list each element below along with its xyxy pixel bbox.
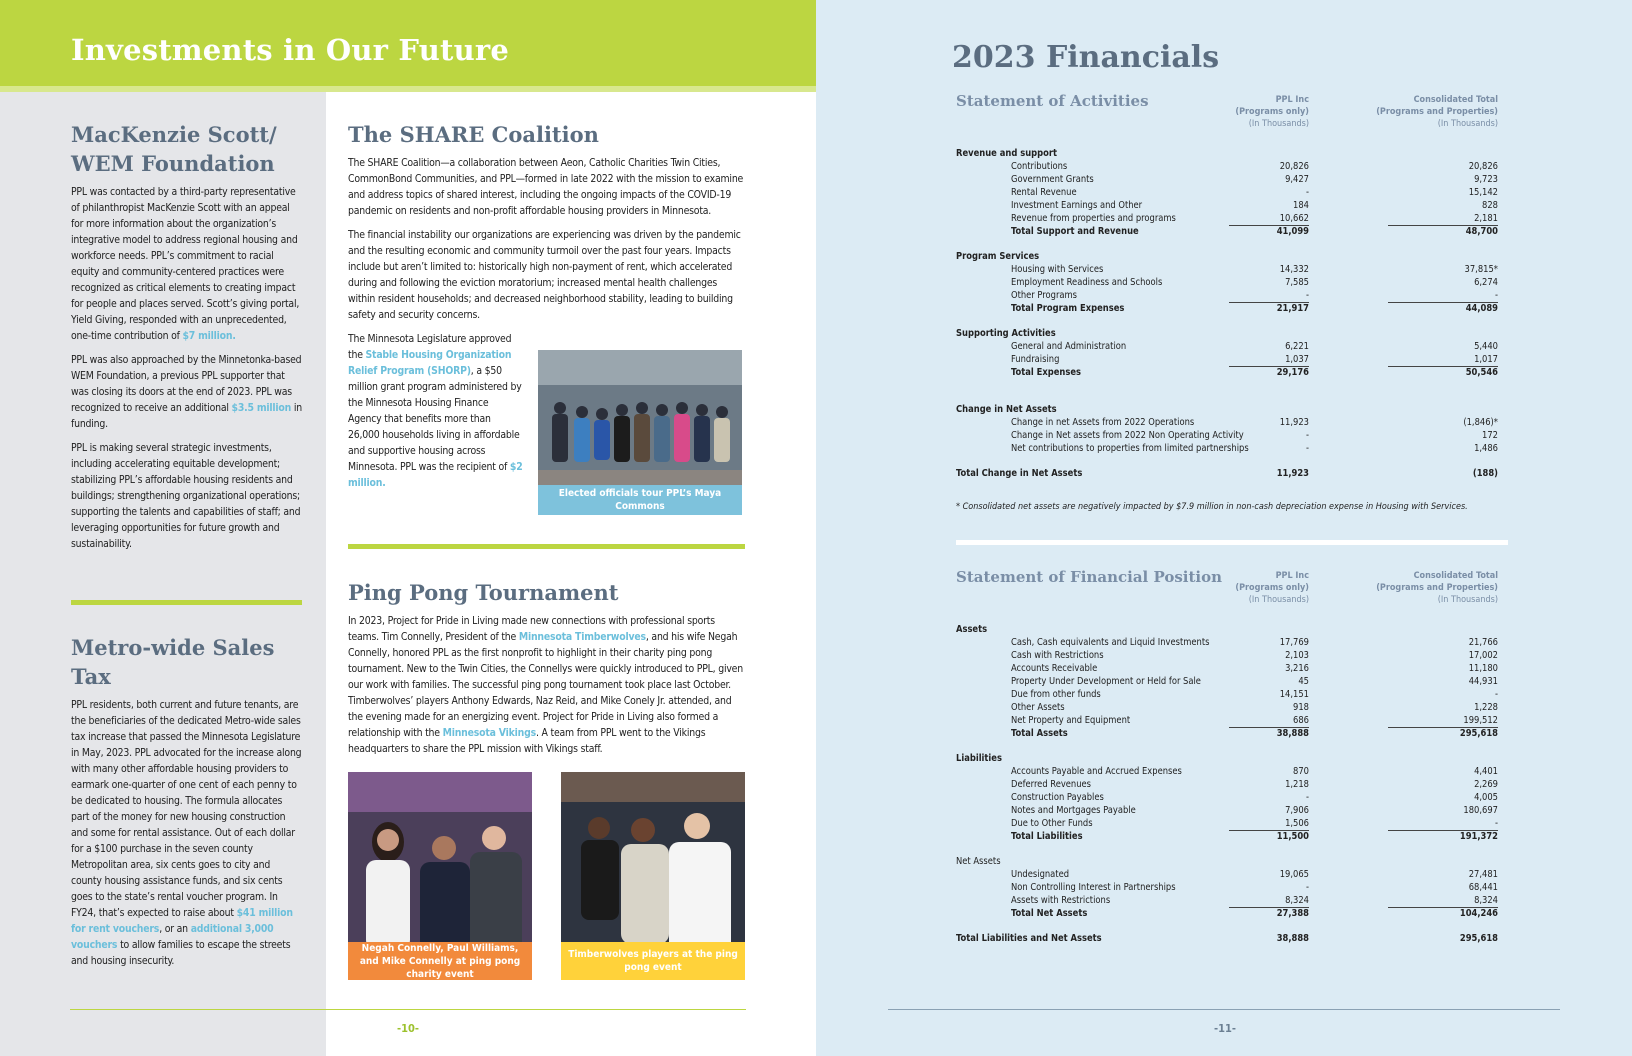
activities-row-label: Change in net Assets from 2022 Operations <box>1011 417 1195 428</box>
activities-row-ppl-value: 41,099 <box>1276 226 1309 237</box>
activities-row <box>956 467 1508 480</box>
activities-row <box>956 353 1508 366</box>
position-row-label: Accounts Receivable <box>1011 663 1098 674</box>
share-p3 <box>348 331 523 491</box>
position-row-consolidated-value: 8,324 <box>1388 894 1498 908</box>
col1-header-l2: (Programs only) <box>1235 583 1309 593</box>
col2-header-l2: (Programs and Properties) <box>1376 583 1498 593</box>
position-row-consolidated-value: 11,180 <box>1468 663 1498 674</box>
mackenzie-p3: PPL is making several strategic investments, including accelerating equitable development; stabilizing PPL’s affordable housing residents and buildings; strengthening organizational operations; supporting the talents and capabilities of staff; and leveraging opportunities for future growth and sustainability. <box>71 442 301 550</box>
share-p3-mid: , a $50 million grant program administered by the Minnesota Housing Finance Agency that benefits more than 26,000 households living in affordable and supportive housing across Minnesota. PPL was the recipient of <box>348 365 522 473</box>
sales-tax-vouchers: additional 3,000 vouchers <box>71 923 274 951</box>
activities-row-ppl-value: 29,176 <box>1276 367 1309 378</box>
position-row-label: Due from other funds <box>1011 689 1101 700</box>
activities-row-consolidated-value: 172 <box>1482 430 1498 441</box>
activities-row-consolidated-value: 37,815* <box>1464 264 1498 275</box>
position-row-label: Total Net Assets <box>1011 908 1088 919</box>
position-row-consolidated-value: 180,697 <box>1463 805 1498 816</box>
activities-row-label: Revenue and support <box>956 148 1058 159</box>
col2-header-l1: Consolidated Total <box>1413 571 1498 581</box>
share-p3-text: The Minnesota Legislature approved the <box>348 333 512 361</box>
position-row <box>956 765 1508 778</box>
photo-connelly <box>348 772 532 980</box>
activities-row-ppl-value: 14,332 <box>1279 264 1309 275</box>
pingpong-text: In 2023, Project for Pride in Living made new connections with professional sports teams. Tim Connelly, President of the <box>348 615 715 643</box>
position-row-consolidated-value: 27,481 <box>1468 869 1498 880</box>
activities-row <box>956 225 1508 238</box>
activities-col1-header <box>1189 94 1309 130</box>
mackenzie-p2-end: in funding. <box>71 402 302 430</box>
mackenzie-p2-amount: $3.5 million <box>231 402 292 414</box>
activities-row-label: General and Administration <box>1011 341 1127 352</box>
activities-row <box>956 199 1508 212</box>
position-row-label: Accounts Payable and Accrued Expenses <box>1011 766 1182 777</box>
activities-row-ppl-value: - <box>1229 289 1309 303</box>
activities-row-label: Other Programs <box>1011 290 1078 301</box>
position-row-ppl-value: 686 <box>1229 714 1309 728</box>
position-row-consolidated-value: 4,005 <box>1474 792 1498 803</box>
activities-row <box>956 186 1508 199</box>
activities-row-label: Rental Revenue <box>1011 187 1077 198</box>
sales-tax-end: to allow families to escape the streets and housing insecurity. <box>71 939 291 967</box>
position-row <box>956 855 1508 868</box>
position-row-label: Deferred Revenues <box>1011 779 1092 790</box>
activities-row-ppl-value: 184 <box>1293 200 1309 211</box>
page-title: Investments in Our Future <box>71 33 510 67</box>
activities-row <box>956 429 1508 442</box>
position-row <box>956 907 1508 920</box>
activities-row <box>956 160 1508 173</box>
pingpong-mid: , and his wife Negah Connelly, honored PPL as the first nonprofit to highlight in their charity ping pong tournament. New to the Twin Cities, the Connellys were quickly introduced to PPL, given our work with families. The successful ping pong tournament took place last October. Timberwolves’ players Anthony Edwards, Naz Reid, and Mike Conely Jr. attended, and the evening made for an energizing event. Project for Pride in Living also formed a relationship with the <box>348 631 743 739</box>
position-row-label: Construction Payables <box>1011 792 1104 803</box>
position-row-ppl-value: 8,324 <box>1229 894 1309 908</box>
mackenzie-title-line2: WEM Foundation <box>71 151 275 176</box>
activities-row-label: Investment Earnings and Other <box>1011 200 1143 211</box>
activities-row-ppl-value: 1,037 <box>1229 353 1309 367</box>
activities-row <box>956 173 1508 186</box>
activities-row-ppl-value: 21,917 <box>1276 303 1309 314</box>
position-row-label: Net Property and Equipment <box>1011 715 1131 726</box>
mackenzie-p1-text: PPL was contacted by a third-party representative of philanthropist MacKenzie Scott with an appeal for more information about the organization’s integrative model to address regional housing and workforce needs. PPL’s commitment to racial equity and community-centered practices were recognized as critical elements to creating impact for people and places served. Scott’s giving portal, Yield Giving, responded with an unprecedented, one-time contribution of <box>71 186 300 342</box>
activities-row-consolidated-value: 828 <box>1482 200 1498 211</box>
page-number-left: -10- <box>397 1022 419 1035</box>
position-row-ppl-value: 1,506 <box>1229 817 1309 831</box>
position-row <box>956 881 1508 894</box>
activities-row-label: Net contributions to properties from limited partnerships <box>1011 443 1249 454</box>
footer-line-left <box>70 1009 746 1010</box>
position-row-consolidated-value: 1,228 <box>1474 702 1498 713</box>
activities-row-label: Program Services <box>956 251 1040 262</box>
position-row-ppl-value: 870 <box>1293 766 1309 777</box>
activities-row-consolidated-value: 15,142 <box>1468 187 1498 198</box>
position-row-label: Property Under Development or Held for Sale <box>1011 676 1201 687</box>
activities-row-consolidated-value: 9,723 <box>1474 174 1498 185</box>
position-row-consolidated-value: 17,002 <box>1468 650 1498 661</box>
position-row-consolidated-value: 2,269 <box>1474 779 1498 790</box>
col2-header-l1: Consolidated Total <box>1413 95 1498 105</box>
sales-tax-amount: $41 million for rent vouchers <box>71 907 293 935</box>
pingpong-end: . A team from PPL went to the Vikings headquarters to share the PPL mission with Vikings staff. <box>348 727 706 755</box>
activities-row-label: Total Support and Revenue <box>1011 226 1139 237</box>
photo-maya-commons <box>538 350 742 515</box>
position-row <box>956 688 1508 701</box>
position-row-label: Net Assets <box>956 856 1001 867</box>
activities-row-consolidated-value: 50,546 <box>1465 367 1498 378</box>
activities-row-label: Fundraising <box>1011 354 1060 365</box>
position-row <box>956 830 1508 843</box>
position-row <box>956 752 1508 765</box>
pingpong-p <box>348 613 746 757</box>
position-row <box>956 649 1508 662</box>
activities-row-ppl-value: - <box>1305 430 1309 441</box>
activities-row <box>956 416 1508 429</box>
photo-caption-connelly: Negah Connelly, Paul Williams, and Mike Connelly at ping pong charity event <box>348 942 532 980</box>
position-row <box>956 675 1508 688</box>
activities-row <box>956 442 1508 455</box>
pingpong-body <box>348 613 746 757</box>
activities-row-label: Government Grants <box>1011 174 1094 185</box>
activities-row-consolidated-value: 2,181 <box>1388 212 1498 226</box>
activities-row-consolidated-value: 48,700 <box>1465 226 1498 237</box>
mackenzie-title-line1: MacKenzie Scott/ <box>71 122 277 147</box>
activities-row-label: Revenue from properties and programs <box>1011 213 1176 224</box>
position-row-consolidated-value: 4,401 <box>1474 766 1498 777</box>
banner-underline <box>0 86 816 92</box>
activities-row <box>956 276 1508 289</box>
position-row-consolidated-value: 44,931 <box>1468 676 1498 687</box>
position-row-label: Liabilities <box>956 753 1002 764</box>
mackenzie-p2-text: PPL was also approached by the Minnetonka-based WEM Foundation, a previous PPL supporter that was closing its doors at the end of 2023. PPL was recognized to receive an additional <box>71 354 302 414</box>
activities-row-label: Change in Net assets from 2022 Non Operating Activity <box>1011 430 1244 441</box>
position-row-ppl-value: 17,769 <box>1279 637 1309 648</box>
activities-row <box>956 289 1508 302</box>
shorp-link: Stable Housing Organization Relief Program (SHORP) <box>348 349 512 377</box>
position-row <box>956 791 1508 804</box>
col2-header-l3: (In Thousands) <box>1437 119 1498 129</box>
position-row-label: Total Liabilities and Net Assets <box>956 933 1102 944</box>
activities-row-label: Total Change in Net Assets <box>956 468 1083 479</box>
position-row-label: Total Liabilities <box>1011 831 1083 842</box>
position-row-consolidated-value: 199,512 <box>1388 714 1498 728</box>
position-col2-header <box>1338 570 1498 606</box>
activities-row-ppl-value: - <box>1305 187 1309 198</box>
activities-row-consolidated-value: 44,089 <box>1465 303 1498 314</box>
activities-footnote: * Consolidated net assets are negatively impacted by $7.9 million in non-cash depreciation expense in Housing with Services. <box>956 502 1468 512</box>
activities-row-ppl-value: - <box>1305 443 1309 454</box>
position-row <box>956 868 1508 881</box>
mackenzie-body <box>71 184 303 552</box>
activities-row-consolidated-value: (1,846)* <box>1463 417 1498 428</box>
position-row-ppl-value: 1,218 <box>1285 779 1309 790</box>
photo-timberwolves <box>561 772 745 980</box>
activities-col2-header <box>1338 94 1498 130</box>
position-row-label: Non Controlling Interest in Partnerships <box>1011 882 1176 893</box>
mackenzie-p1-amount: $7 million. <box>182 330 236 342</box>
sales-tax-body <box>71 697 303 969</box>
share-p1: The SHARE Coalition—a collaboration between Aeon, Catholic Charities Twin Cities, CommonBond Communities, and PPL—formed in late 2022 with the mission to examine and address topics of shared interest, including the ongoing impacts of the COVID-19 pandemic on residents and non-profit affordable housing providers in Minnesota. <box>348 157 744 217</box>
share-title: The SHARE Coalition <box>348 122 599 147</box>
col2-header-l2: (Programs and Properties) <box>1376 107 1498 117</box>
position-row-ppl-value: - <box>1305 882 1309 893</box>
position-title: Statement of Financial Position <box>956 568 1223 586</box>
position-row-label: Assets <box>956 624 988 635</box>
col1-header-l2: (Programs only) <box>1235 107 1309 117</box>
col1-header-l1: PPL Inc <box>1275 571 1309 581</box>
activities-row <box>956 250 1508 263</box>
position-row <box>956 894 1508 907</box>
activities-row-label: Supporting Activities <box>956 328 1056 339</box>
position-row <box>956 727 1508 740</box>
activities-row <box>956 340 1508 353</box>
activities-row-consolidated-value: 5,440 <box>1474 341 1498 352</box>
position-row-label: Total Assets <box>1011 728 1068 739</box>
activities-row-consolidated-value: 1,017 <box>1388 353 1498 367</box>
activities-row-label: Change in Net Assets <box>956 404 1057 415</box>
position-row-label: Notes and Mortgages Payable <box>1011 805 1136 816</box>
position-row-ppl-value: 3,216 <box>1285 663 1309 674</box>
activities-row-label: Total Expenses <box>1011 367 1081 378</box>
page-number-right: -11- <box>1214 1022 1236 1035</box>
col1-header-l3: (In Thousands) <box>1248 119 1309 129</box>
position-row <box>956 662 1508 675</box>
position-row-consolidated-value: 104,246 <box>1459 908 1498 919</box>
position-row-ppl-value: 918 <box>1293 702 1309 713</box>
position-row <box>956 623 1508 636</box>
activities-row <box>956 263 1508 276</box>
col1-header-l3: (In Thousands) <box>1248 595 1309 605</box>
position-row-consolidated-value: - <box>1388 817 1498 831</box>
activities-row <box>956 403 1508 416</box>
activities-row <box>956 302 1508 315</box>
position-row <box>956 778 1508 791</box>
activities-row-ppl-value: 20,826 <box>1279 161 1309 172</box>
footer-line-right <box>888 1009 1560 1010</box>
statement-of-activities <box>956 92 1508 522</box>
sales-tax-mid: , or an <box>159 923 191 935</box>
position-row <box>956 714 1508 727</box>
activities-row-ppl-value: 6,221 <box>1285 341 1309 352</box>
position-row-label: Undesignated <box>1011 869 1070 880</box>
share-p2: The financial instability our organizations are experiencing was driven by the pandemic and the resulting economic and community turmoil over the past four years. Impacts include but aren’t limited to: historically high non-payment of rent, which accelerated during and following the eviction moratorium; increased mental health challenges within resident households; and decreased neighborhood stability, leading to building safety and security concerns. <box>348 229 741 321</box>
vikings-link: Minnesota Vikings <box>442 727 536 739</box>
mackenzie-section <box>71 120 303 560</box>
activities-row-ppl-value: 11,923 <box>1279 417 1309 428</box>
activities-row-ppl-value: 10,662 <box>1229 212 1309 226</box>
title-banner <box>0 0 816 88</box>
position-row <box>956 932 1508 945</box>
mackenzie-title <box>71 120 303 178</box>
position-row-ppl-value: 14,151 <box>1279 689 1309 700</box>
photo-caption-timberwolves: Timberwolves players at the ping pong event <box>561 942 745 980</box>
financials-title: 2023 Financials <box>952 40 1220 75</box>
position-row-ppl-value: 27,388 <box>1276 908 1309 919</box>
position-row <box>956 804 1508 817</box>
share-p3-amount: $2 million. <box>348 461 523 489</box>
activities-row-consolidated-value: - <box>1388 289 1498 303</box>
activities-row-label: Housing with Services <box>1011 264 1104 275</box>
position-row-ppl-value: 38,888 <box>1276 933 1309 944</box>
mackenzie-p2 <box>71 352 303 432</box>
activities-row-label: Contributions <box>1011 161 1068 172</box>
statement-separator <box>956 540 1508 545</box>
position-row-ppl-value: 11,500 <box>1276 831 1309 842</box>
position-row-ppl-value: 45 <box>1298 676 1309 687</box>
activities-row-consolidated-value: (188) <box>1472 468 1498 479</box>
position-row <box>956 636 1508 649</box>
divider-sidebar <box>71 600 302 605</box>
sales-tax-text: PPL residents, both current and future tenants, are the beneficiaries of the dedicated Metro-wide sales tax increase that passed the Minnesota Legislature in May, 2023. PPL advocated for the increase along with many other affordable housing providers to earmark one-quarter of one cent of each penny to be dedicated to housing. The formula allocates part of the money for new housing construction and some for rental assistance. Out of each dollar for a $100 purchase in the seven county Metropolitan area, six cents goes to city and county housing assistance funds, and six cents goes to the state’s rental voucher program. In FY24, that’s expected to raise about <box>71 699 302 919</box>
position-row-consolidated-value: 295,618 <box>1459 933 1498 944</box>
position-row-consolidated-value: 21,766 <box>1468 637 1498 648</box>
position-row-consolidated-value: 295,618 <box>1459 728 1498 739</box>
position-row-label: Other Assets <box>1011 702 1065 713</box>
activities-row-ppl-value: 7,585 <box>1285 277 1309 288</box>
position-row-label: Assets with Restrictions <box>1011 895 1111 906</box>
position-row-consolidated-value: 191,372 <box>1459 831 1498 842</box>
position-col1-header <box>1189 570 1309 606</box>
position-row <box>956 701 1508 714</box>
activities-row-consolidated-value: 6,274 <box>1474 277 1498 288</box>
position-row-ppl-value: - <box>1305 792 1309 803</box>
activities-row-label: Employment Readiness and Schools <box>1011 277 1163 288</box>
activities-row <box>956 366 1508 379</box>
position-row-ppl-value: 7,906 <box>1285 805 1309 816</box>
position-row-label: Due to Other Funds <box>1011 818 1093 829</box>
position-row-ppl-value: 2,103 <box>1285 650 1309 661</box>
sales-tax-p <box>71 697 303 969</box>
activities-row-label: Total Program Expenses <box>1011 303 1125 314</box>
col1-header-l1: PPL Inc <box>1275 95 1309 105</box>
activities-row-consolidated-value: 1,486 <box>1474 443 1498 454</box>
photo-caption-maya: Elected officials tour PPL’s Maya Commons <box>538 485 742 515</box>
position-row-label: Cash with Restrictions <box>1011 650 1104 661</box>
activities-row-consolidated-value: 20,826 <box>1468 161 1498 172</box>
divider-main <box>348 544 745 549</box>
mackenzie-p1 <box>71 184 303 344</box>
position-row-label: Cash, Cash equivalents and Liquid Investments <box>1011 637 1210 648</box>
activities-row <box>956 212 1508 225</box>
position-row-ppl-value: 38,888 <box>1276 728 1309 739</box>
timberwolves-link: Minnesota Timberwolves <box>518 631 646 643</box>
position-row-consolidated-value: - <box>1494 689 1498 700</box>
position-row <box>956 817 1508 830</box>
pingpong-title: Ping Pong Tournament <box>348 580 619 605</box>
sales-tax-section <box>71 633 303 977</box>
activities-row <box>956 147 1508 160</box>
pingpong-section <box>348 578 746 765</box>
activities-row-ppl-value: 9,427 <box>1285 174 1309 185</box>
activities-row-ppl-value: 11,923 <box>1276 468 1309 479</box>
activities-row <box>956 327 1508 340</box>
col2-header-l3: (In Thousands) <box>1437 595 1498 605</box>
position-row-consolidated-value: 68,441 <box>1468 882 1498 893</box>
sales-tax-title: Metro-wide Sales Tax <box>71 635 275 689</box>
activities-title: Statement of Activities <box>956 92 1149 110</box>
statement-of-financial-position <box>956 568 1508 958</box>
position-row-ppl-value: 19,065 <box>1279 869 1309 880</box>
